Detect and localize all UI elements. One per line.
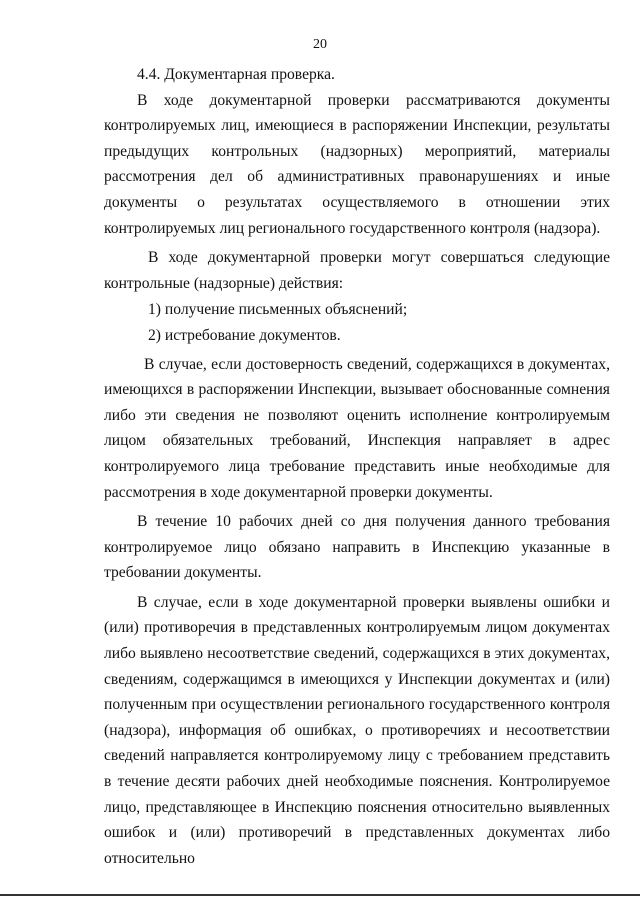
bottom-scan-edge	[0, 894, 640, 896]
paragraph-5: В случае, если в ходе документарной проверки выявлены ошибки и (или) противоречия в представленных контролируемым лицом документах либо выявлено несоответствие сведений, содержащихся в этих документах, сведениям, содержащимся в имеющихся у Инспекции документах и (или) полученным при осуществлении регионального государственного контроля (надзора), информация об ошибках, о противоречиях и несоответствии сведений направляется контролируемому лицу с требованием представить в течение десяти рабочих дней необходимые пояснения. Контролируемое лицо, представляющее в Инспекцию пояснения относительно выявленных ошибок и (или) противоречий в представленных документах либо относительно	[104, 593, 610, 867]
paragraph-2: В ходе документарной проверки могут совершаться следующие контрольные (надзорные) действия:	[104, 249, 610, 292]
page-number: 20	[313, 37, 327, 52]
section-heading: 4.4. Документарная проверка.	[137, 66, 335, 83]
paragraph-1: В ходе документарной проверки рассматриваются документы контролируемых лиц, имеющиеся в распоряжении Инспекции, результаты предыдущих контрольных (надзорных) мероприятий, материалы рассмотрения дел об административных правонарушениях и иные документы о результатах осуществляемого в отношении этих контролируемых лиц регионального государственного контроля (надзора).	[104, 91, 610, 237]
document-body	[104, 62, 610, 871]
list-item-1: 1) получение письменных объяснений;	[148, 301, 408, 319]
list-item-2: 2) истребование документов.	[148, 326, 341, 344]
paragraph-3: В случае, если достоверность сведений, содержащихся в документах, имеющихся в распоряжении Инспекции, вызывает обоснованные сомнения либо эти сведения не позволяют оценить исполнение контролируемым лицом обязательных требований, Инспекция направляет в адрес контролируемого лица требование представить иные необходимые для рассмотрения в ходе документарной проверки документы.	[104, 355, 610, 501]
paragraph-4: В течение 10 рабочих дней со дня получения данного требования контролируемое лицо обязано направить в Инспекцию указанные в требовании документы.	[104, 513, 610, 582]
